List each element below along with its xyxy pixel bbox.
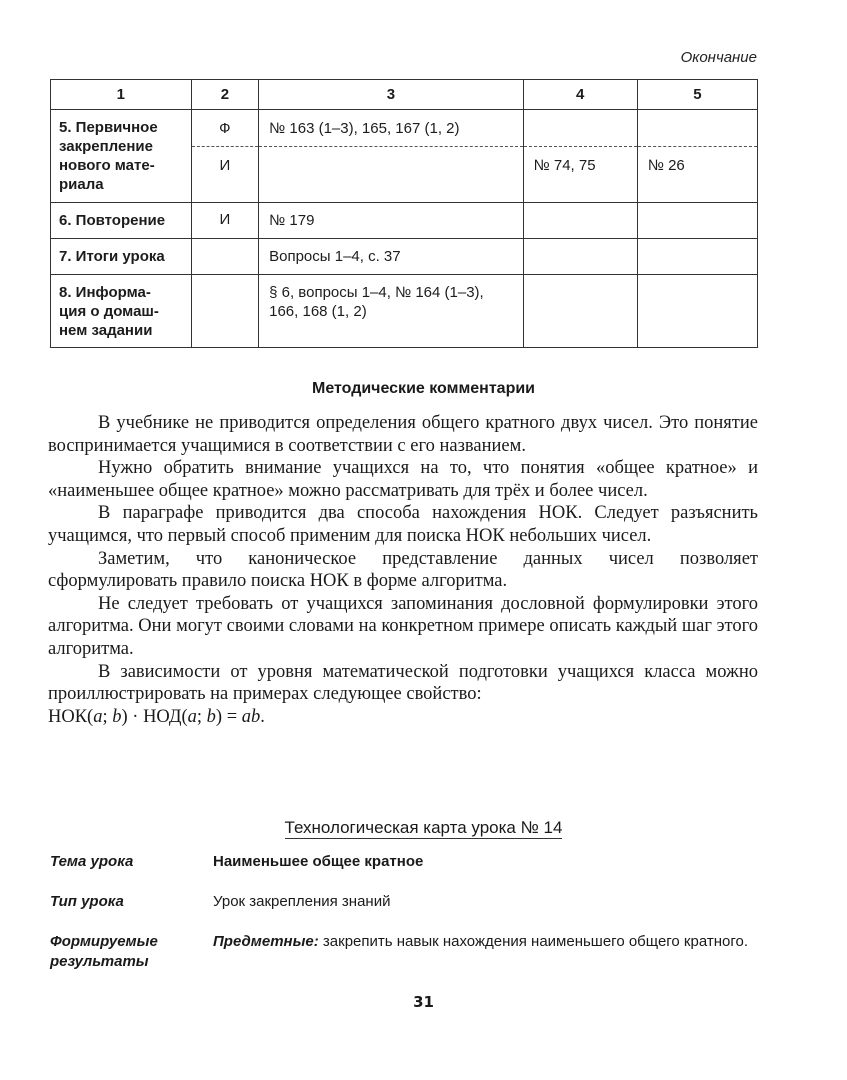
column-header: 2	[191, 80, 258, 110]
col4-cell	[523, 203, 637, 239]
col5-subcell	[638, 110, 757, 146]
col4-subcell	[524, 110, 637, 146]
col4-cell	[523, 275, 637, 348]
col4-subcell: № 74, 75	[524, 146, 637, 202]
table-row	[51, 110, 758, 203]
textbook-cell: Вопросы 1–4, с. 37	[259, 239, 523, 275]
type-value: Урок закрепления знаний	[213, 893, 391, 910]
commentary-paragraph: Заметим, что каноническое представление данных чисел позволяет сформулировать правило поиска НОК в форме алгоритма.	[48, 548, 758, 592]
col4-cell	[523, 239, 637, 275]
results-prefix: Предметные:	[213, 933, 319, 950]
lesson-map-title	[0, 818, 847, 838]
col5-cell	[637, 239, 757, 275]
topic-value: Наименьшее общее кратное	[213, 853, 424, 870]
textbook-cell	[259, 110, 523, 203]
textbook-cell: § 6, вопросы 1–4, № 164 (1–3), 166, 168 (1, 2)	[259, 275, 523, 348]
commentary-paragraph: Не следует требовать от учащихся запоминания дословной формулировки этого алгоритма. Они могут своими словами на конкретном примере описать каждый шаг этого алгоритма.	[48, 593, 758, 659]
lesson-type-row	[50, 892, 770, 912]
form-cell	[191, 110, 258, 203]
textbook-cell: № 179	[259, 203, 523, 239]
col5-cell	[637, 203, 757, 239]
results-value	[213, 932, 770, 972]
col5-cell	[637, 110, 757, 203]
topic-label: Тема урока	[50, 853, 134, 870]
stage-cell: 5. Первичное закрепление нового мате- риала	[51, 110, 192, 203]
commentary-paragraph: В учебнике не приводится определения общего кратного двух чисел. Это понятие воспринимается учащимися в соответствии с его названием.	[48, 413, 758, 456]
column-header: 1	[51, 80, 192, 110]
table-row	[51, 239, 758, 275]
column-header: 5	[637, 80, 757, 110]
column-header: 3	[259, 80, 523, 110]
type-label: Тип урока	[50, 893, 124, 910]
lesson-topic-row	[50, 852, 770, 872]
table-header-row	[51, 80, 758, 110]
table-row	[51, 203, 758, 239]
page-number: 31	[413, 993, 434, 1011]
results-label: Формируемые результаты	[50, 933, 158, 970]
continued-label: Окончание	[680, 49, 757, 66]
stage-cell: 6. Повторение	[51, 203, 192, 239]
commentary-paragraph: Нужно обратить внимание учащихся на то, что понятия «общее кратное» и «наименьшее общее кратное» можно рассматривать для трёх и более чисел.	[48, 458, 758, 501]
textbook-subcell	[259, 146, 522, 202]
formula: НОК(a; b) · НОД(a; b) = ab.	[48, 706, 265, 727]
col5-subcell: № 26	[638, 146, 757, 202]
form-cell	[191, 275, 258, 348]
form-subcell: И	[192, 146, 258, 202]
lesson-stages-table	[50, 79, 758, 348]
form-cell: И	[191, 203, 258, 239]
results-text: закрепить навык нахождения наименьшего общего кратного.	[322, 933, 748, 950]
stage-cell: 7. Итоги урока	[51, 239, 192, 275]
form-subcell: Ф	[219, 120, 231, 137]
table-row	[51, 275, 758, 348]
column-header: 4	[523, 80, 637, 110]
lesson-map-title-text: Технологическая карта урока № 14	[284, 818, 563, 837]
col5-cell	[637, 275, 757, 348]
stage-cell: 8. Информа- ция о домаш- нем задании	[51, 275, 192, 348]
col4-cell	[523, 110, 637, 203]
commentary-title: Методические комментарии	[311, 380, 536, 397]
commentary-body	[48, 412, 758, 728]
commentary-paragraph: В зависимости от уровня математической подготовки учащихся класса можно проиллюстрировать на примерах следующее свойство:	[48, 661, 758, 705]
commentary-paragraph: В параграфе приводится два способа нахождения НОК. Следует разъяснить учащимся, что первый способ применим для поиска НОК небольших чисел.	[48, 503, 758, 546]
textbook-subcell: № 163 (1–3), 165, 167 (1, 2)	[269, 120, 460, 137]
form-cell	[191, 239, 258, 275]
lesson-results-row	[50, 932, 770, 972]
